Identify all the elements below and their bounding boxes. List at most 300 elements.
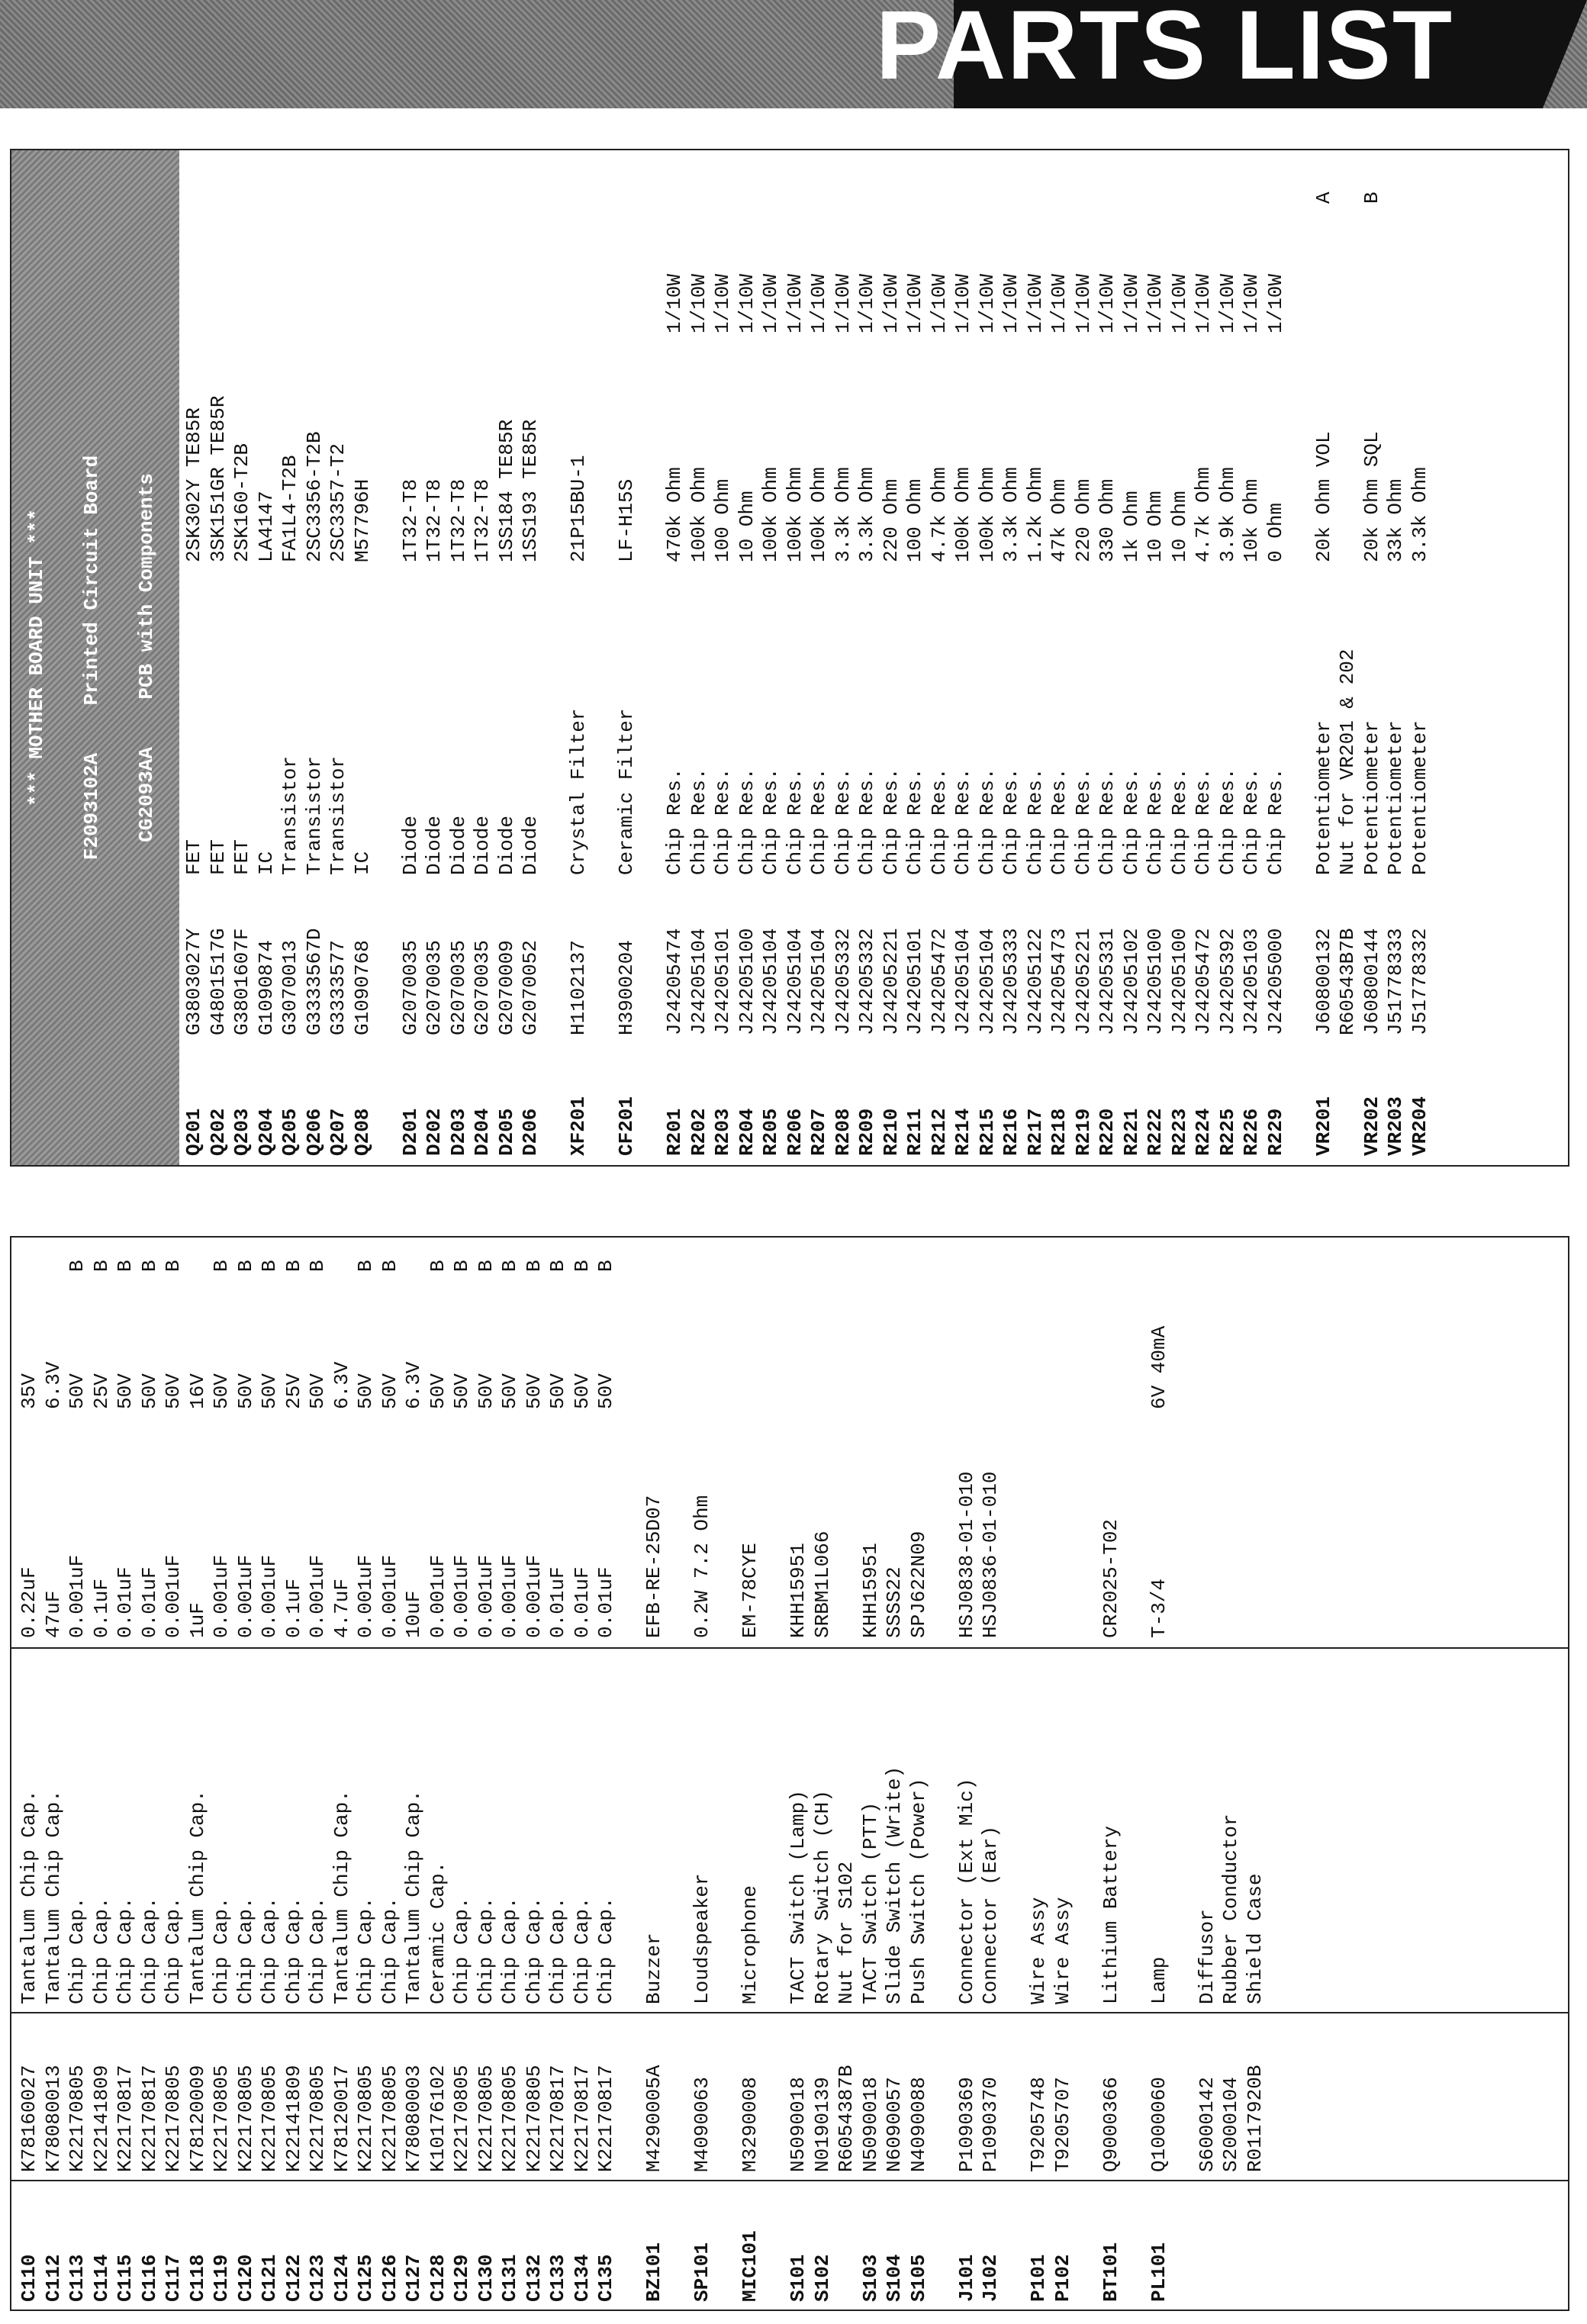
part-ref: R211 <box>903 1108 926 1156</box>
part-description: Chip Res. <box>1071 768 1095 875</box>
part-version: A <box>1312 192 1335 204</box>
table-row <box>1000 150 1024 1165</box>
part-rating: 6.3V <box>41 1361 65 1409</box>
table-row <box>979 1238 1003 2310</box>
part-description: Nut for VR201 & 202 <box>1336 649 1359 875</box>
part-ref: PL101 <box>1147 2242 1170 2302</box>
part-number: N6090057 <box>883 2077 906 2172</box>
part-value: LA4147 <box>254 491 278 562</box>
part-rating: 50V <box>450 1373 473 1409</box>
part-ref: R205 <box>759 1108 782 1156</box>
table-row <box>1099 1238 1124 2310</box>
table-row <box>715 1238 739 2310</box>
part-description: Loudspeaker <box>690 1873 713 2004</box>
part-description: Chip Res. <box>831 768 855 875</box>
part-version: B <box>258 1260 281 1272</box>
part-rating: 50V <box>137 1373 161 1409</box>
part-value: 0.22uF <box>18 1566 40 1638</box>
part-value: 0.001uF <box>306 1554 329 1638</box>
part-rating: 25V <box>282 1373 305 1409</box>
part-ref: S102 <box>810 2254 834 2302</box>
part-value: LF-H15S <box>615 478 638 562</box>
part-ref: SP101 <box>690 2242 713 2302</box>
part-value: T-3/4 <box>1147 1578 1170 1638</box>
part-description: Push Switch (Power) <box>906 1778 930 2004</box>
table-row <box>546 1238 571 2310</box>
part-number: J24205472 <box>1192 928 1215 1035</box>
part-description: Tantalum Chip Cap. <box>18 1790 40 2004</box>
part-number: N4090088 <box>906 2077 930 2172</box>
part-rating: 50V <box>426 1373 449 1409</box>
table-row <box>1216 150 1241 1165</box>
header-pcb-line: F2093102A Printed Circuit Board <box>80 455 103 861</box>
part-value: 0.001uF <box>522 1554 546 1638</box>
part-description: Chip Res. <box>1096 768 1119 875</box>
part-value: 100k Ohm <box>687 467 710 562</box>
part-number: G1090874 <box>254 940 278 1035</box>
part-rating: 25V <box>89 1373 113 1409</box>
part-ref: R208 <box>831 1108 855 1156</box>
part-value: 0.1uF <box>282 1578 305 1638</box>
part-number: K78120009 <box>185 2065 209 2172</box>
part-ref: Q204 <box>254 1108 278 1156</box>
table-row <box>642 1238 667 2310</box>
part-number: J60800144 <box>1360 928 1383 1035</box>
part-value: CR2025-T02 <box>1099 1518 1122 1638</box>
part-value: 2SK302Y TE85R <box>182 407 205 562</box>
part-value: 0.001uF <box>354 1554 377 1638</box>
table-row <box>784 150 808 1165</box>
part-version: B <box>210 1260 233 1272</box>
part-ref: J102 <box>979 2254 1002 2302</box>
part-description: Chip Cap. <box>378 1897 401 2004</box>
part-ref: C113 <box>66 2254 89 2302</box>
part-value: KHH15951 <box>858 1543 882 1638</box>
table-row <box>234 1238 259 2310</box>
part-ref: C117 <box>162 2254 185 2302</box>
table-row <box>1336 150 1360 1165</box>
part-rating: 1/10W <box>1215 273 1239 333</box>
table-row <box>447 150 472 1165</box>
part-value: 1uF <box>185 1602 209 1638</box>
part-value: 3.3k Ohm <box>855 467 878 562</box>
part-value: 4.7uF <box>330 1578 353 1638</box>
part-value: 3.9k Ohm <box>1215 467 1239 562</box>
part-number: M4090063 <box>690 2077 713 2172</box>
part-ref: R226 <box>1240 1108 1263 1156</box>
table-row <box>399 150 423 1165</box>
part-description: TACT Switch (Lamp) <box>787 1790 810 2004</box>
part-description: Diode <box>446 815 470 875</box>
part-number: J24205104 <box>783 928 806 1035</box>
part-ref: C115 <box>114 2254 137 2302</box>
part-number: J24205104 <box>807 928 830 1035</box>
table-row <box>1048 150 1072 1165</box>
table-row <box>475 1238 499 2310</box>
table-row <box>1024 150 1048 1165</box>
part-description: Diffusor <box>1195 1909 1218 2004</box>
part-ref: Q206 <box>302 1108 326 1156</box>
part-number: K10176102 <box>426 2065 449 2172</box>
part-number: G4801517G <box>206 928 230 1035</box>
part-value: 33k Ohm <box>1384 478 1407 562</box>
table-row <box>907 1238 932 2310</box>
table-row <box>883 1238 907 2310</box>
part-ref: S105 <box>906 2254 930 2302</box>
part-number: K22170805 <box>162 2065 185 2172</box>
part-number: H3900204 <box>615 940 638 1035</box>
part-value: 1SS184 TE85R <box>494 419 518 562</box>
part-value: 100k Ohm <box>807 467 830 562</box>
part-ref: S104 <box>883 2254 906 2302</box>
part-description: Chip Res. <box>951 768 974 875</box>
part-value: 20k Ohm SQL <box>1360 431 1383 562</box>
table-row <box>306 1238 330 2310</box>
part-rating: 1/10W <box>687 273 710 333</box>
part-value: 100k Ohm <box>783 467 806 562</box>
table-row <box>282 1238 307 2310</box>
part-rating: 1/10W <box>1144 273 1167 333</box>
part-ref: C122 <box>282 2254 305 2302</box>
part-value: HSJ0836-01-010 <box>979 1471 1002 1638</box>
table-row <box>230 150 255 1165</box>
part-description: Connector (Ext Mic) <box>954 1778 978 2004</box>
part-description: Potentiometer <box>1408 720 1431 875</box>
part-ref: VR202 <box>1360 1096 1383 1156</box>
part-number: G2070035 <box>423 940 446 1035</box>
part-description: Ceramic Filter <box>615 708 638 875</box>
table-row <box>450 1238 475 2310</box>
part-value: 0.01uF <box>570 1566 594 1638</box>
table-row <box>1360 150 1385 1165</box>
part-number: J24205332 <box>855 928 878 1035</box>
part-rating: 1/10W <box>1263 273 1287 333</box>
part-rating: 50V <box>233 1373 257 1409</box>
part-value: 4.7k Ohm <box>1192 467 1215 562</box>
part-value: 100k Ohm <box>759 467 782 562</box>
part-value: 10uF <box>402 1590 425 1638</box>
part-number: K22170805 <box>450 2065 473 2172</box>
part-rating: 50V <box>570 1373 594 1409</box>
part-ref: R216 <box>1000 1108 1022 1156</box>
part-value: 0.01uF <box>594 1566 617 1638</box>
part-number: Q1000060 <box>1147 2077 1170 2172</box>
part-number: J24205473 <box>1048 928 1070 1035</box>
table-row <box>186 1238 211 2310</box>
table-row <box>807 150 832 1165</box>
part-description: Lamp <box>1147 1956 1170 2004</box>
table-row <box>182 150 207 1165</box>
part-ref: R201 <box>663 1108 686 1156</box>
part-number: J24205221 <box>879 928 903 1035</box>
part-value: 10 Ohm <box>1167 491 1191 562</box>
table-row <box>519 150 543 1165</box>
part-number: R6054387B <box>835 2065 858 2172</box>
table-row <box>736 150 760 1165</box>
part-description: Lithium Battery <box>1099 1825 1122 2004</box>
part-ref: Q205 <box>278 1108 301 1156</box>
part-number: J24205103 <box>1240 928 1263 1035</box>
part-ref: C133 <box>546 2254 569 2302</box>
part-rating: 50V <box>522 1373 546 1409</box>
table-row <box>1051 1238 1076 2310</box>
part-ref: C119 <box>210 2254 233 2302</box>
part-ref: R206 <box>783 1108 806 1156</box>
part-value: 0.001uF <box>450 1554 473 1638</box>
part-description: Transistor <box>327 755 349 875</box>
table-row <box>1003 1238 1028 2310</box>
part-number: G2070009 <box>494 940 518 1035</box>
part-description: Connector (Ear) <box>979 1825 1002 2004</box>
part-value: 3.3k Ohm <box>831 467 855 562</box>
part-ref: C114 <box>89 2254 113 2302</box>
part-description: Chip Res. <box>1144 768 1167 875</box>
table-row <box>327 150 351 1165</box>
part-number: J24205104 <box>687 928 710 1035</box>
part-description: Chip Cap. <box>450 1897 473 2004</box>
table-row <box>330 1238 355 2310</box>
part-description: Chip Res. <box>1215 768 1239 875</box>
part-description: Potentiometer <box>1312 720 1335 875</box>
part-ref: C118 <box>185 2254 209 2302</box>
table-row <box>1244 1238 1268 2310</box>
part-value: 0.001uF <box>66 1554 89 1638</box>
part-ref: R207 <box>807 1108 830 1156</box>
part-number: G3333567D <box>302 928 326 1035</box>
page-title: PARTS LIST <box>875 0 1453 100</box>
part-ref: C132 <box>522 2254 546 2302</box>
part-description: Chip Res. <box>879 768 903 875</box>
part-description: Shield Case <box>1243 1873 1267 2004</box>
part-value: 2SK160-T2B <box>230 443 253 562</box>
table-row <box>955 1238 980 2310</box>
part-version: B <box>89 1260 113 1272</box>
part-description: Chip Cap. <box>66 1897 89 2004</box>
part-rating: 1/10W <box>1192 273 1215 333</box>
part-value: 0.01uF <box>137 1566 161 1638</box>
part-rating: 1/10W <box>1119 273 1143 333</box>
part-value: EFB-RE-25D07 <box>642 1495 665 1638</box>
part-description: Chip Res. <box>1263 768 1287 875</box>
part-number: K78080013 <box>41 2065 65 2172</box>
part-ref: XF201 <box>567 1096 590 1156</box>
table-row <box>210 1238 234 2310</box>
part-number: J24205332 <box>831 928 855 1035</box>
part-value: 1T32-T8 <box>398 478 422 562</box>
part-version: B <box>546 1260 569 1272</box>
rotated-table-bottom <box>11 1238 1568 2310</box>
part-ref: CF201 <box>615 1096 638 1156</box>
part-number: P1090369 <box>954 2077 978 2172</box>
part-ref: R212 <box>927 1108 951 1156</box>
part-number: J51778332 <box>1408 928 1431 1035</box>
part-description: Diode <box>423 815 446 875</box>
part-number: P1090370 <box>979 2077 1002 2172</box>
table-row <box>663 150 687 1165</box>
part-ref: C123 <box>306 2254 329 2302</box>
part-description: Transistor <box>278 755 301 875</box>
part-ref: R204 <box>735 1108 758 1156</box>
part-value: KHH15951 <box>787 1543 810 1638</box>
parts-rows-bottom <box>18 1238 1267 2310</box>
misc-parts-panel <box>10 1236 1569 2311</box>
part-description: Chip Res. <box>663 768 686 875</box>
part-number: K22170805 <box>354 2065 377 2172</box>
part-number: J24205100 <box>735 928 758 1035</box>
part-description: Chip Cap. <box>594 1897 617 2004</box>
part-ref: R202 <box>687 1108 710 1156</box>
part-number: J24205392 <box>1215 928 1239 1035</box>
part-ref: C125 <box>354 2254 377 2302</box>
part-number: J51778333 <box>1384 928 1407 1035</box>
part-ref: R215 <box>975 1108 999 1156</box>
part-ref: D203 <box>446 1108 470 1156</box>
table-row <box>278 150 303 1165</box>
part-ref: C112 <box>41 2254 65 2302</box>
part-number: K22170805 <box>258 2065 281 2172</box>
part-value: 1k Ohm <box>1119 491 1143 562</box>
part-value: 100k Ohm <box>975 467 999 562</box>
table-row <box>619 1238 643 2310</box>
part-description: Chip Res. <box>1023 768 1047 875</box>
part-version: B <box>114 1260 137 1272</box>
part-description: Chip Res. <box>1192 768 1215 875</box>
part-value: 2SC3357-T2 <box>327 443 349 562</box>
part-value: 0.2W 7.2 Ohm <box>690 1495 713 1638</box>
part-value: 0.001uF <box>233 1554 257 1638</box>
part-number: H1102137 <box>567 940 590 1035</box>
table-row <box>138 1238 163 2310</box>
part-number: R0117920B <box>1243 2065 1267 2172</box>
part-number: K22170805 <box>378 2065 401 2172</box>
table-row <box>18 1238 42 2310</box>
part-rating: 50V <box>498 1373 521 1409</box>
table-row <box>303 150 327 1165</box>
part-value: 1SS193 TE85R <box>519 419 542 562</box>
part-description: Wire Assy <box>1027 1897 1050 2004</box>
part-description: Microphone <box>739 1885 761 2004</box>
part-rating: 1/10W <box>1071 273 1095 333</box>
part-value: 10 Ohm <box>735 491 758 562</box>
part-number: J24205000 <box>1263 928 1287 1035</box>
table-row <box>162 1238 186 2310</box>
part-description: Chip Cap. <box>354 1897 377 2004</box>
part-value: 47k Ohm <box>1048 478 1070 562</box>
part-value: 1T32-T8 <box>446 478 470 562</box>
table-row <box>1312 150 1337 1165</box>
part-value: 0.001uF <box>258 1554 281 1638</box>
part-description: Tantalum Chip Cap. <box>41 1790 65 2004</box>
part-number: K22170817 <box>594 2065 617 2172</box>
part-rating: 16V <box>185 1373 209 1409</box>
part-number: J60800132 <box>1312 928 1335 1035</box>
part-ref: R203 <box>711 1108 734 1156</box>
table-row <box>687 150 712 1165</box>
part-ref: C121 <box>258 2254 281 2302</box>
part-rating: 1/10W <box>1096 273 1119 333</box>
part-number: G3803027Y <box>182 928 205 1035</box>
mother-board-parts-panel <box>10 149 1569 1167</box>
table-row <box>427 1238 451 2310</box>
part-ref: C120 <box>233 2254 257 2302</box>
part-number: J24205101 <box>903 928 926 1035</box>
part-version: B <box>282 1260 305 1272</box>
part-number: M4290005A <box>642 2065 665 2172</box>
header-unit-title: *** MOTHER BOARD UNIT *** <box>25 508 48 807</box>
part-description: TACT Switch (PTT) <box>858 1801 882 2004</box>
part-description: IC <box>350 851 374 875</box>
part-rating: 1/10W <box>1000 273 1022 333</box>
part-description: Rotary Switch (CH) <box>810 1790 834 2004</box>
part-number: J24205100 <box>1167 928 1191 1035</box>
part-rating: 1/10W <box>1240 273 1263 333</box>
part-number: K78120017 <box>330 2065 353 2172</box>
part-rating: 1/10W <box>1023 273 1047 333</box>
part-rating: 1/10W <box>927 273 951 333</box>
part-number: G1090768 <box>350 940 374 1035</box>
table-row <box>1196 1238 1220 2310</box>
part-number: N5090018 <box>787 2077 810 2172</box>
table-row <box>759 150 784 1165</box>
part-version: B <box>594 1260 617 1272</box>
part-ref: VR203 <box>1384 1096 1407 1156</box>
table-row <box>594 1238 619 2310</box>
table-row <box>1027 1238 1051 2310</box>
part-number: J24205104 <box>759 928 782 1035</box>
part-ref: Q202 <box>206 1108 230 1156</box>
part-description: Chip Cap. <box>137 1897 161 2004</box>
parts-rows-top <box>182 150 1432 1165</box>
table-row <box>763 1238 787 2310</box>
part-value: 0 Ohm <box>1263 502 1287 562</box>
part-ref: S103 <box>858 2254 882 2302</box>
part-rating: 1/10W <box>735 273 758 333</box>
part-value: 21P15BU-1 <box>567 455 590 562</box>
table-row <box>880 150 904 1165</box>
part-version: B <box>426 1260 449 1272</box>
part-value: EM-78CYE <box>739 1543 761 1638</box>
table-row <box>258 1238 282 2310</box>
part-number: G2070052 <box>519 940 542 1035</box>
part-version: B <box>354 1260 377 1272</box>
part-ref: D201 <box>398 1108 422 1156</box>
part-ref: R218 <box>1048 1108 1070 1156</box>
table-row <box>787 1238 811 2310</box>
table-row <box>543 150 568 1165</box>
table-row <box>1264 150 1289 1165</box>
part-description: Chip Res. <box>975 768 999 875</box>
part-description: Chip Res. <box>903 768 926 875</box>
part-number: K22170805 <box>474 2065 497 2172</box>
part-description: IC <box>254 851 278 875</box>
part-rating: 50V <box>594 1373 617 1409</box>
part-description: Potentiometer <box>1384 720 1407 875</box>
part-value: 220 Ohm <box>879 478 903 562</box>
part-version: B <box>570 1260 594 1272</box>
part-rating: 6.3V <box>330 1361 353 1409</box>
part-description: Chip Res. <box>1048 768 1070 875</box>
table-row <box>951 150 976 1165</box>
table-row <box>976 150 1000 1165</box>
part-number: Q9000366 <box>1099 2077 1122 2172</box>
part-ref: C127 <box>402 2254 425 2302</box>
part-value: 3.3k Ohm <box>1000 467 1022 562</box>
table-row <box>423 150 447 1165</box>
header-components-line: CG2093AA PCB with Components <box>135 473 158 842</box>
table-row <box>739 1238 763 2310</box>
table-row <box>1096 150 1120 1165</box>
part-version: B <box>450 1260 473 1272</box>
